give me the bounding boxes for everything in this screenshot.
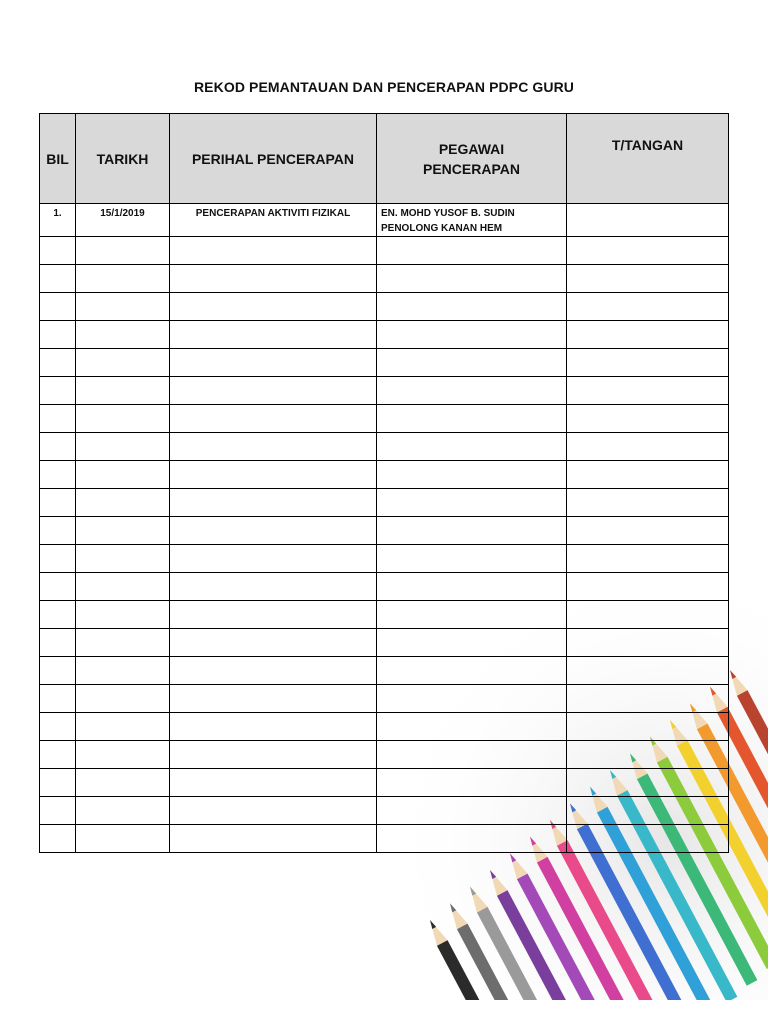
cell-tandatangan[interactable]: [567, 573, 729, 601]
cell-perihal[interactable]: [170, 377, 377, 405]
cell-tarikh[interactable]: [76, 517, 170, 545]
cell-pegawai[interactable]: [377, 321, 567, 349]
cell-perihal[interactable]: [170, 237, 377, 265]
cell-tandatangan[interactable]: [567, 517, 729, 545]
cell-tandatangan[interactable]: [567, 489, 729, 517]
cell-tandatangan[interactable]: [567, 685, 729, 713]
cell-tandatangan[interactable]: [567, 629, 729, 657]
cell-tandatangan[interactable]: [567, 769, 729, 797]
table-row-empty: [40, 657, 729, 685]
table-row: [40, 204, 729, 237]
cell-tarikh[interactable]: [76, 237, 170, 265]
cell-perihal[interactable]: [170, 545, 377, 573]
table-row-empty: [40, 405, 729, 433]
cell-tarikh[interactable]: [76, 825, 170, 853]
cell-bil[interactable]: [40, 685, 76, 713]
cell-bil[interactable]: [40, 461, 76, 489]
cell-perihal[interactable]: [170, 601, 377, 629]
column-header-tarikh: TARIKH: [76, 114, 170, 204]
document-title: REKOD PEMANTAUAN DAN PENCERAPAN PDPC GURU: [193, 79, 575, 95]
cell-perihal[interactable]: [170, 321, 377, 349]
cell-perihal[interactable]: [170, 405, 377, 433]
cell-tandatangan[interactable]: [567, 321, 729, 349]
cell-pegawai[interactable]: [377, 517, 567, 545]
cell-tandatangan[interactable]: [567, 461, 729, 489]
table-row-empty: [40, 517, 729, 545]
cell-tandatangan[interactable]: [567, 349, 729, 377]
cell-perihal[interactable]: [170, 741, 377, 769]
cell-tarikh[interactable]: [76, 461, 170, 489]
table-row-empty: [40, 489, 729, 517]
cell-tarikh[interactable]: [76, 349, 170, 377]
cell-perihal[interactable]: [170, 433, 377, 461]
cell-tarikh[interactable]: [76, 685, 170, 713]
cell-pegawai[interactable]: [377, 769, 567, 797]
cell-pegawai[interactable]: [377, 405, 567, 433]
column-header-pegawai-line1: PEGAWAI: [438, 140, 505, 157]
table-row-empty: [40, 573, 729, 601]
cell-tarikh[interactable]: [76, 797, 170, 825]
cell-perihal[interactable]: [170, 489, 377, 517]
cell-pegawai[interactable]: [377, 349, 567, 377]
table-row-empty: [40, 293, 729, 321]
table-row-empty: [40, 741, 729, 769]
cell-tandatangan[interactable]: [567, 713, 729, 741]
cell-bil[interactable]: [40, 489, 76, 517]
cell-perihal[interactable]: [170, 517, 377, 545]
cell-tandatangan[interactable]: [567, 741, 729, 769]
cell-pegawai[interactable]: [377, 797, 567, 825]
cell-perihal[interactable]: [170, 713, 377, 741]
cell-perihal[interactable]: [170, 293, 377, 321]
cell-bil[interactable]: [40, 433, 76, 461]
cell-pegawai[interactable]: [377, 825, 567, 853]
table-header-row: [40, 114, 729, 204]
cell-bil[interactable]: [40, 629, 76, 657]
cell-perihal[interactable]: [170, 629, 377, 657]
cell-pegawai-position: PENOLONG KANAN HEM: [381, 223, 503, 234]
cell-perihal: PENCERAPAN AKTIVITI FIZIKAL: [170, 204, 377, 237]
cell-perihal[interactable]: [170, 657, 377, 685]
cell-perihal[interactable]: [170, 461, 377, 489]
cell-tandatangan[interactable]: [567, 825, 729, 853]
table-row-empty: [40, 769, 729, 797]
cell-bil[interactable]: [40, 769, 76, 797]
cell-bil[interactable]: [40, 321, 76, 349]
cell-tarikh[interactable]: [76, 601, 170, 629]
table-row-empty: [40, 265, 729, 293]
cell-tarikh[interactable]: [76, 293, 170, 321]
cell-tarikh[interactable]: [76, 545, 170, 573]
table-row-empty: [40, 461, 729, 489]
cell-pegawai: [377, 204, 567, 237]
cell-tarikh[interactable]: [76, 405, 170, 433]
cell-tarikh[interactable]: [76, 741, 170, 769]
table-row-empty: [40, 349, 729, 377]
cell-perihal[interactable]: [170, 825, 377, 853]
cell-tarikh[interactable]: [76, 265, 170, 293]
cell-pegawai[interactable]: [377, 657, 567, 685]
cell-tarikh[interactable]: [76, 657, 170, 685]
cell-tarikh[interactable]: [76, 713, 170, 741]
table-row-empty: [40, 321, 729, 349]
cell-perihal[interactable]: [170, 685, 377, 713]
cell-bil[interactable]: [40, 237, 76, 265]
cell-tarikh[interactable]: [76, 433, 170, 461]
table-row-empty: [40, 545, 729, 573]
column-header-bil: BIL: [40, 114, 76, 204]
table-row-empty: [40, 433, 729, 461]
cell-bil[interactable]: [40, 377, 76, 405]
cell-tandatangan[interactable]: [567, 545, 729, 573]
cell-tandatangan[interactable]: [567, 433, 729, 461]
cell-tarikh[interactable]: [76, 377, 170, 405]
column-header-tandatangan: T/TANGAN: [567, 114, 729, 204]
cell-tandatangan[interactable]: [567, 265, 729, 293]
cell-bil[interactable]: [40, 349, 76, 377]
cell-tandatangan[interactable]: [567, 601, 729, 629]
cell-pegawai[interactable]: [377, 545, 567, 573]
cell-pegawai[interactable]: [377, 433, 567, 461]
cell-bil[interactable]: [40, 713, 76, 741]
cell-bil[interactable]: [40, 517, 76, 545]
table-row-empty: [40, 601, 729, 629]
cell-pegawai[interactable]: [377, 237, 567, 265]
cell-pegawai[interactable]: [377, 573, 567, 601]
cell-bil[interactable]: [40, 601, 76, 629]
cell-perihal[interactable]: [170, 265, 377, 293]
cell-tarikh[interactable]: [76, 489, 170, 517]
cell-pegawai-name: EN. MOHD YUSOF B. SUDIN: [381, 208, 515, 219]
cell-tarikh[interactable]: [76, 321, 170, 349]
table-row-empty: [40, 713, 729, 741]
cell-tarikh[interactable]: [76, 573, 170, 601]
cell-perihal[interactable]: [170, 573, 377, 601]
cell-pegawai[interactable]: [377, 489, 567, 517]
cell-tandatangan[interactable]: [567, 797, 729, 825]
cell-bil[interactable]: [40, 741, 76, 769]
cell-pegawai[interactable]: [377, 601, 567, 629]
cell-pegawai[interactable]: [377, 461, 567, 489]
cell-pegawai[interactable]: [377, 377, 567, 405]
cell-bil[interactable]: [40, 545, 76, 573]
cell-bil[interactable]: [40, 573, 76, 601]
cell-bil[interactable]: [40, 265, 76, 293]
cell-bil[interactable]: [40, 797, 76, 825]
observation-record-table: [39, 113, 729, 853]
cell-bil[interactable]: [40, 825, 76, 853]
table-row-empty: [40, 377, 729, 405]
column-header-pegawai: [377, 114, 567, 204]
column-header-pegawai-line2: PENCERAPAN: [423, 160, 520, 177]
table-row-empty: [40, 629, 729, 657]
cell-pegawai[interactable]: [377, 713, 567, 741]
cell-tarikh[interactable]: [76, 629, 170, 657]
table-row-empty: [40, 825, 729, 853]
cell-pegawai[interactable]: [377, 741, 567, 769]
cell-bil: 1.: [40, 204, 76, 237]
cell-pegawai[interactable]: [377, 685, 567, 713]
cell-pegawai[interactable]: [377, 629, 567, 657]
cell-tandatangan[interactable]: [567, 204, 729, 237]
cell-tarikh[interactable]: [76, 769, 170, 797]
cell-tarikh: 15/1/2019: [76, 204, 170, 237]
table-row-empty: [40, 685, 729, 713]
cell-tandatangan[interactable]: [567, 377, 729, 405]
cell-perihal[interactable]: [170, 797, 377, 825]
table-row-empty: [40, 237, 729, 265]
cell-bil[interactable]: [40, 293, 76, 321]
cell-perihal[interactable]: [170, 349, 377, 377]
cell-bil[interactable]: [40, 405, 76, 433]
cell-tandatangan[interactable]: [567, 293, 729, 321]
cell-perihal[interactable]: [170, 769, 377, 797]
cell-tandatangan[interactable]: [567, 657, 729, 685]
column-header-perihal: PERIHAL PENCERAPAN: [170, 114, 377, 204]
cell-bil[interactable]: [40, 657, 76, 685]
table-row-empty: [40, 797, 729, 825]
cell-pegawai[interactable]: [377, 265, 567, 293]
cell-pegawai[interactable]: [377, 293, 567, 321]
cell-tandatangan[interactable]: [567, 237, 729, 265]
cell-tandatangan[interactable]: [567, 405, 729, 433]
